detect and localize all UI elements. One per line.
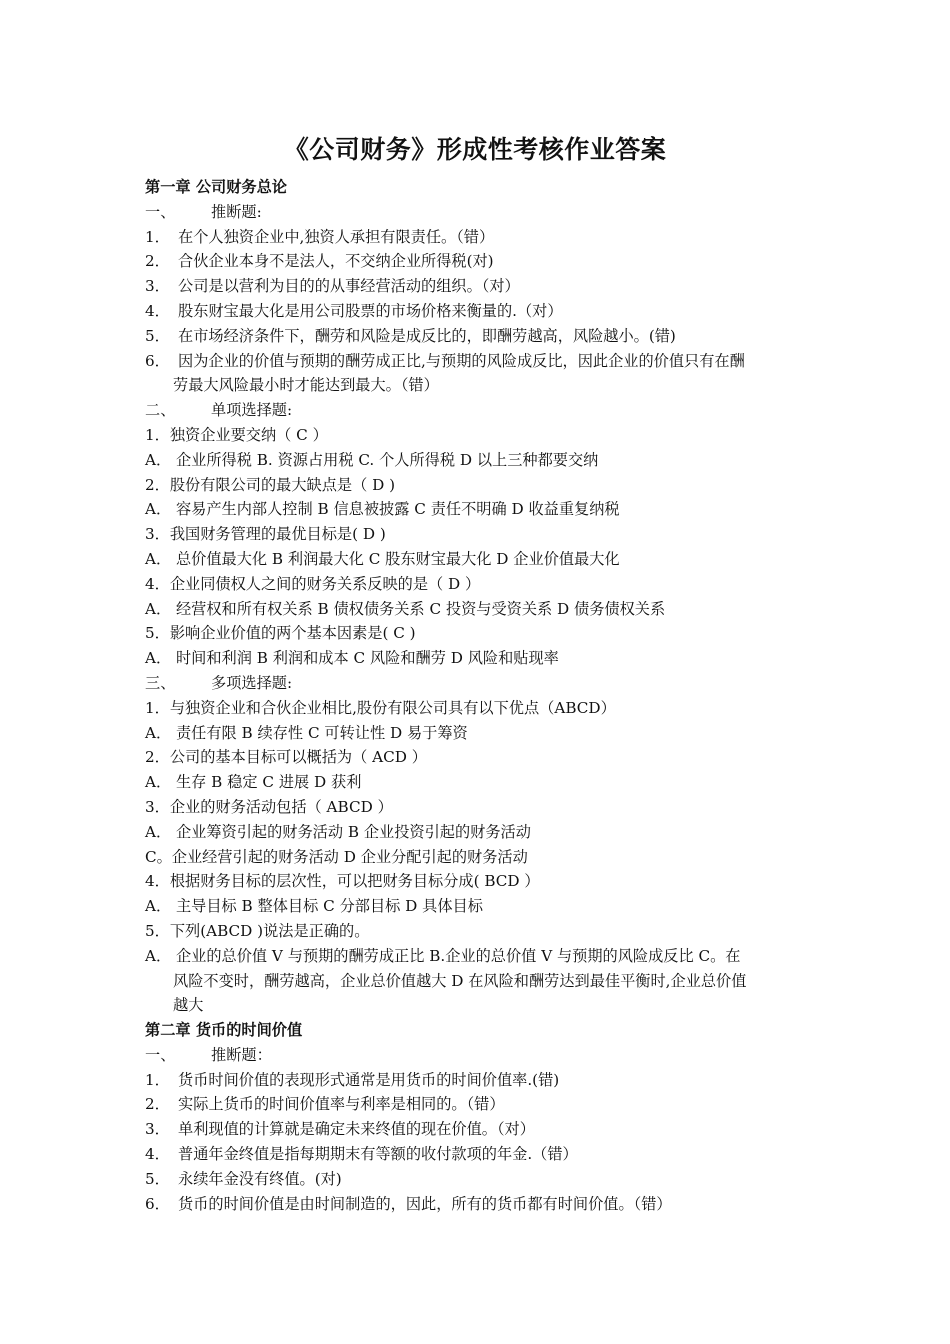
item-label: 1． — [145, 227, 170, 246]
chapter-heading: 第二章 货币的时间价值 — [145, 1021, 303, 1040]
item-text: 在个人独资企业中,独资人承担有限责任。（错） — [178, 227, 495, 246]
item-text: 单利现值的计算就是确定未来终值的现在价值。（对） — [178, 1120, 535, 1139]
section-heading — [145, 398, 815, 423]
text-line: 2．股份有限公司的最大缺点是（ D ) — [145, 475, 396, 494]
section-heading — [145, 1043, 815, 1068]
text-line: C。企业经营引起的财务活动 D 企业分配引起的财务活动 — [145, 847, 528, 866]
item-label: 一、 — [145, 1045, 176, 1064]
text-line: 5．下列(ABCD )说法是正确的。 — [145, 921, 370, 940]
text-line: A． 生存 B 稳定 C 进展 D 获利 — [145, 773, 362, 792]
document-body — [145, 175, 815, 1216]
document-title: 《公司财务》形成性考核作业答案 — [283, 135, 667, 164]
item-label: 5． — [145, 1169, 170, 1188]
item-text: 合伙企业本身不是法人，不交纳企业所得税(对) — [178, 252, 494, 271]
item-text: 推断题: — [211, 202, 262, 221]
numbered-item — [145, 1192, 815, 1217]
text-line: A． 企业的总价值 V 与预期的酬劳成正比 B.企业的总价值 V 与预期的风险成反比 C。在 — [145, 946, 741, 965]
item-label: 5． — [145, 326, 170, 345]
numbered-item — [145, 1167, 815, 1192]
item-label: 2． — [145, 1095, 170, 1114]
text-line: A． 时间和利润 B 利润和成本 C 风险和酬劳 D 风险和贴现率 — [145, 649, 559, 668]
item-text: 实际上货币的时间价值率与利率是相同的。（错） — [178, 1095, 505, 1114]
item-label: 6． — [145, 1194, 170, 1213]
item-label: 一、 — [145, 202, 176, 221]
item-text: 永续年金没有终值。(对) — [178, 1169, 342, 1188]
text-line: 1．独资企业要交纳（ C ） — [145, 425, 328, 444]
text-line: 3．企业的财务活动包括（ ABCD ） — [145, 797, 393, 816]
numbered-item — [145, 324, 815, 349]
item-text: 单项选择题: — [211, 401, 293, 420]
item-label: 二、 — [145, 401, 176, 420]
item-text: 货币时间价值的表现形式通常是用货币的时间价值率.(错) — [178, 1070, 560, 1089]
item-label: 3． — [145, 1120, 170, 1139]
numbered-item — [145, 1068, 815, 1093]
chapter-heading: 第一章 公司财务总论 — [145, 178, 287, 196]
item-text: 在市场经济条件下，酬劳和风险是成反比的，即酬劳越高，风险越小。(错) — [178, 326, 676, 345]
item-text: 多项选择题: — [211, 673, 293, 692]
text-line: 1．与独资企业和合伙企业相比,股份有限公司具有以下优点（ABCD） — [145, 698, 616, 717]
text-line: 4．企业同债权人之间的财务关系反映的是（ D ） — [145, 574, 481, 593]
numbered-item — [145, 249, 815, 274]
item-text: 货币的时间价值是由时间制造的，因此，所有的货币都有时间价值。（错） — [178, 1194, 672, 1213]
item-label: 3． — [145, 277, 170, 296]
item-text: 股东财宝最大化是用公司股票的市场价格来衡量的.（对） — [178, 301, 563, 320]
item-text: 因为企业的价值与预期的酬劳成正比,与预期的风险成反比，因此企业的价值只有在酬 — [178, 351, 745, 370]
item-label: 三、 — [145, 673, 176, 692]
section-heading — [145, 671, 815, 696]
section-heading — [145, 200, 815, 225]
text-line: A． 企业所得税 B. 资源占用税 C. 个人所得税 D 以上三种都要交纳 — [145, 450, 599, 469]
item-label: 4． — [145, 1145, 170, 1164]
numbered-item — [145, 1142, 815, 1167]
item-label: 6． — [145, 351, 170, 370]
item-text: 普通年金终值是指每期期末有等额的收付款项的年金.（错） — [178, 1145, 578, 1164]
continuation-line: 越大 — [173, 996, 204, 1015]
item-text: 推断题： — [211, 1045, 272, 1064]
item-label: 1． — [145, 1070, 170, 1089]
numbered-item — [145, 1092, 815, 1117]
text-line: A． 容易产生内部人控制 B 信息被披露 C 责任不明确 D 收益重复纳税 — [145, 500, 620, 519]
item-text: 公司是以营利为目的的从事经营活动的组织。（对） — [178, 277, 520, 296]
continuation-line: 劳最大风险最小时才能达到最大。（错） — [173, 376, 439, 395]
text-line: A． 责任有限 B 续存性 C 可转让性 D 易于筹资 — [145, 723, 468, 742]
text-line: 4．根据财务目标的层次性，可以把财务目标分成( BCD ） — [145, 872, 540, 891]
numbered-item — [145, 1117, 815, 1142]
item-label: 2． — [145, 252, 170, 271]
item-label: 4． — [145, 301, 170, 320]
text-line: 2．公司的基本目标可以概括为（ ACD ） — [145, 748, 427, 767]
text-line: A． 主导目标 B 整体目标 C 分部目标 D 具体目标 — [145, 897, 483, 916]
text-line: 3．我国财务管理的最优目标是( D ) — [145, 525, 386, 544]
numbered-item — [145, 274, 815, 299]
text-line: A． 经营权和所有权关系 B 债权债务关系 C 投资与受资关系 D 债务债权关系 — [145, 599, 666, 618]
numbered-item — [145, 299, 815, 324]
numbered-item — [145, 225, 815, 250]
text-line: A． 总价值最大化 B 利润最大化 C 股东财宝最大化 D 企业价值最大化 — [145, 549, 620, 568]
continuation-line: 风险不变时，酬劳越高，企业总价值越大 D 在风险和酬劳达到最佳平衡时,企业总价值 — [173, 971, 747, 990]
text-line: A． 企业筹资引起的财务活动 B 企业投资引起的财务活动 — [145, 822, 531, 841]
text-line: 5．影响企业价值的两个基本因素是( C ) — [145, 624, 416, 643]
numbered-item — [145, 349, 815, 374]
